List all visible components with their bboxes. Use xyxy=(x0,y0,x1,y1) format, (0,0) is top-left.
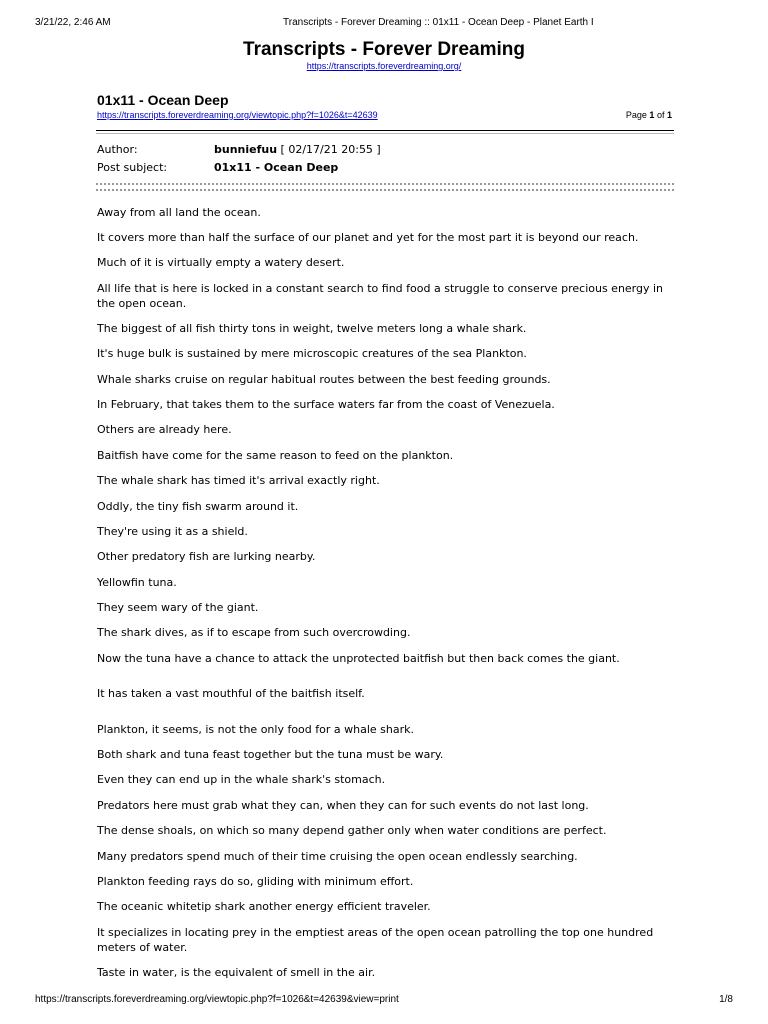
transcript-line: Whale sharks cruise on regular habitual routes between the best feeding grounds. xyxy=(97,373,551,386)
transcript-line: Taste in water, is the equivalent of smell in the air. xyxy=(97,966,376,979)
author-info xyxy=(214,143,381,156)
meta-divider-top xyxy=(96,183,674,185)
transcript-line: Plankton, it seems, is not the only food for a whale shark. xyxy=(97,723,414,736)
print-footer-url: https://transcripts.foreverdreaming.org/viewtopic.php?f=1026&t=42639&view=print xyxy=(35,994,399,1005)
transcript-line: Oddly, the tiny fish swarm around it. xyxy=(97,500,299,513)
print-date: 3/21/22, 2:46 AM xyxy=(35,17,111,28)
transcript-line: The shark dives, as if to escape from such overcrowding. xyxy=(97,626,411,639)
transcript-line: Yellowfin tuna. xyxy=(97,576,177,589)
transcript-line: It covers more than half the surface of our planet and yet for the most part it is beyond our reach. xyxy=(97,231,639,244)
transcript-line: All life that is here is locked in a constant search to find food a struggle to conserve precious energy in the open ocean. xyxy=(97,282,664,310)
transcript-line: Predators here must grab what they can, when they can for such events do not last long. xyxy=(97,799,589,812)
transcript-line: Even they can end up in the whale shark's stomach. xyxy=(97,773,386,786)
page-indicator xyxy=(626,110,672,120)
print-document-title: Transcripts - Forever Dreaming :: 01x11 - Ocean Deep - Planet Earth I xyxy=(283,17,594,28)
site-url-container xyxy=(0,61,768,71)
print-header xyxy=(35,17,733,31)
transcript-line: The oceanic whitetip shark another energy efficient traveler. xyxy=(97,900,431,913)
transcript-line: They're using it as a shield. xyxy=(97,525,248,538)
topic-title: 01x11 - Ocean Deep xyxy=(97,92,229,108)
topic-url-link[interactable]: https://transcripts.foreverdreaming.org/viewtopic.php?f=1026&t=42639 xyxy=(97,110,378,120)
transcript-line: The whale shark has timed it's arrival exactly right. xyxy=(97,474,380,487)
transcript-line: In February, that takes them to the surface waters far from the coast of Venezuela. xyxy=(97,398,555,411)
page-total: 1 xyxy=(666,110,672,120)
transcript-line: Baitfish have come for the same reason to feed on the plankton. xyxy=(97,449,454,462)
transcript-line: It's huge bulk is sustained by mere microscopic creatures of the sea Plankton. xyxy=(97,347,527,360)
print-page-number: 1/8 xyxy=(719,994,733,1005)
topic-url-container xyxy=(97,110,378,120)
transcript-line: Plankton feeding rays do so, gliding with minimum effort. xyxy=(97,875,414,888)
transcript-line: Both shark and tuna feast together but the tuna must be wary. xyxy=(97,748,444,761)
page-current: 1 xyxy=(649,110,655,120)
transcript-line: It specializes in locating prey in the emptiest areas of the open ocean patrolling the top one hundred meters of water. xyxy=(97,926,654,954)
transcript-line: It has taken a vast mouthful of the baitfish itself. xyxy=(97,687,365,700)
page-of-label: of xyxy=(656,110,665,120)
post-date: [ 02/17/21 20:55 ] xyxy=(280,143,381,156)
subject-info xyxy=(214,161,338,174)
transcript-line: Other predatory fish are lurking nearby. xyxy=(97,550,316,563)
site-url-link[interactable]: https://transcripts.foreverdreaming.org/ xyxy=(306,61,462,71)
meta-divider-bottom xyxy=(96,189,674,191)
site-title: Transcripts - Forever Dreaming xyxy=(243,39,525,60)
transcript-line: The biggest of all fish thirty tons in weight, twelve meters long a whale shark. xyxy=(97,322,527,335)
subject-label: Post subject: xyxy=(97,161,168,174)
transcript-line: Many predators spend much of their time cruising the open ocean endlessly searching. xyxy=(97,850,578,863)
page-label: Page xyxy=(625,110,647,120)
transcript-line: Away from all land the ocean. xyxy=(97,206,261,219)
header-divider xyxy=(96,130,674,134)
post-subject: 01x11 - Ocean Deep xyxy=(214,161,339,174)
transcript-line: They seem wary of the giant. xyxy=(97,601,259,614)
transcript-line: Others are already here. xyxy=(97,423,232,436)
author-label: Author: xyxy=(97,143,138,156)
transcript-line: Now the tuna have a chance to attack the unprotected baitfish but then back comes the giant. xyxy=(97,652,620,665)
transcript-line: Much of it is virtually empty a watery desert. xyxy=(97,256,345,269)
author-name: bunniefuu xyxy=(214,143,278,156)
transcript-line: The dense shoals, on which so many depend gather only when water conditions are perfect. xyxy=(97,824,607,837)
